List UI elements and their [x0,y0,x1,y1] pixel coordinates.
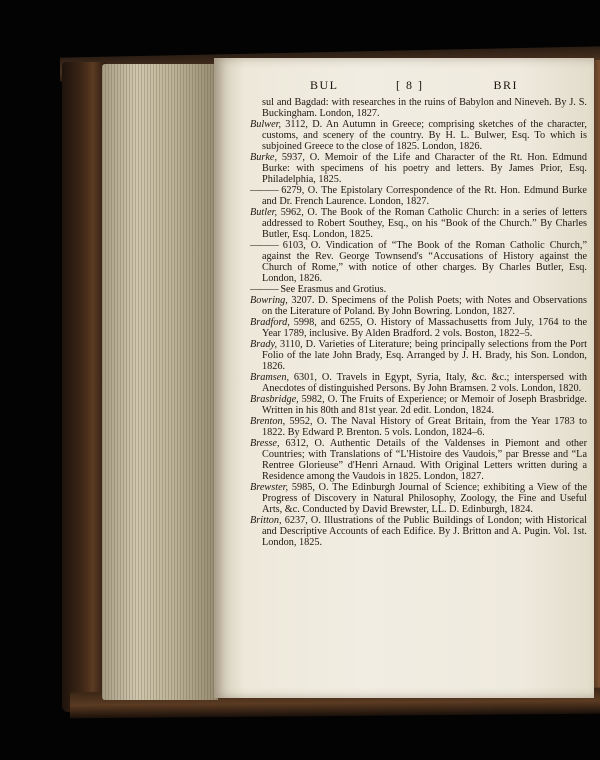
entry-text: 6279, O. The Epistolary Correspondence of the Rt. Hon. Edmund Burke and Dr. French Laurence. London, 1827. [262,185,587,207]
entry-text: 5962, O. The Book of the Roman Catholic Church: in a series of letters addressed to Robert Southey, Esq., on his “Book of the Church.” By Charles Butler, Esq. London, 1825. [262,207,587,240]
entry-author: ——— [250,284,278,295]
running-header [310,78,518,96]
entry-author: Bradford, [250,317,290,328]
book-cover-left [62,62,106,712]
catalog-entry [250,185,587,207]
entry-text: 5937, O. Memoir of the Life and Character of the Rt. Hon. Edmund Burke: with specimens of his poetry and letters. By James Prior, Esq. Philadelphia, 1825. [262,152,587,185]
entry-text: 3110, D. Varieties of Literature; being principally selections from the Port Folio of the late John Brady, Esq. Arranged by J. H. Brady, his Son. London, 1826. [262,339,587,372]
entry-author: Burke, [250,152,278,163]
catalog-entry [250,119,587,152]
entry-continuation: sul and Bagdad: with researches in the ruins of Babylon and Nineveh. By J. S. Buckingham. London, 1827. [262,97,587,119]
entry-author: Britton, [250,515,282,526]
entry-text: 5982, O. The Fruits of Experience; or Memoir of Joseph Brasbridge. Written in his 80th and 81st year. 2d edit. London, 1824. [262,394,587,416]
entry-author: Bowring, [250,295,288,306]
entry-text: 6301, O. Travels in Egypt, Syria, Italy, &c. &c.; interspersed with Anecdotes of distinguished Persons. By John Bramsen. 2 vols. London, 1820. [262,372,587,394]
entry-author: ——— [250,185,278,196]
catalog-entry [250,339,587,372]
catalog-entry [250,515,587,548]
catalog-entry [250,207,587,240]
entry-text: 6237, O. Illustrations of the Public Buildings of London; with Historical and Descriptive Accounts of each Edifice. By J. Britton and A. Pugin. Vol. 1st. London, 1825. [262,515,587,548]
entry-text: See Erasmus and Grotius. [277,284,387,295]
entry-author: Butler, [250,207,278,218]
catalog-entry [250,416,587,438]
entry-text: 6103, O. Vindication of “The Book of the Roman Catholic Church,” against the Rev. George Townsend's “Accusations of History against the Church of Rome,” with notice of other charges. By Charles Butler, Esq. London, 1826. [262,240,587,284]
entry-author: Brenton, [250,416,286,427]
page-edges [102,64,218,700]
catalog-entry [250,438,587,482]
entry-author: Bulwer, [250,119,282,130]
entry-author: ——— [250,240,278,251]
book-page [214,58,594,698]
catalog-entry [250,394,587,416]
header-right: BRI [493,78,518,92]
catalog-entry [250,317,587,339]
catalog-entry [250,284,587,295]
header-left: BUL [310,78,339,92]
entry-text: 5985, O. The Edinburgh Journal of Science; exhibiting a View of the Progress of Discovery in Natural Philosophy, Zoology, the Fine and Useful Arts, &c. Conducted by David Brewster, LL. D. Edinburgh, 1824. [262,482,587,515]
catalog-entry [250,295,587,317]
entry-author: Bramsen, [250,372,290,383]
entry-author: Brasbridge, [250,394,299,405]
page-number: [ 8 ] [396,78,424,92]
catalog-entry [250,372,587,394]
entry-text: 3207. D. Specimens of the Polish Poets; with Notes and Observations on the Literature of Poland. By John Bowring. London, 1827. [262,295,587,317]
entry-author: Brewster, [250,482,289,493]
entry-text: 5952, O. The Naval History of Great Britain, from the Year 1783 to 1822. By Edward P. Brenton. 5 vols. London, 1824–6. [262,416,587,438]
entry-text: 6312, O. Authentic Details of the Valdenses in Piemont and other Countries; with Translations of “L'Histoire des Vaudois,” par Bresse and “La Rentree Glorieuse” d'Henri Arnaud. With Original Letters written during a Residence among the Vaudois in 1825. London, 1827. [262,438,587,482]
catalog-entries [250,97,587,548]
entry-text: 5998, and 6255, O. History of Massachusetts from July, 1764 to the Year 1789, inclusive. By Alden Bradford. 2 vols. Boston, 1822–5. [262,317,587,339]
entry-text: 3112, D. An Autumn in Greece; comprising sketches of the character, customs, and scenery of the country. By H. L. Bulwer, Esq. To which is subjoined Greece to the close of 1825. London, 1826. [262,119,587,152]
catalog-entry [250,152,587,185]
entry-author: Brady, [250,339,278,350]
catalog-entry [250,482,587,515]
catalog-entry [250,240,587,284]
entry-author: Bresse, [250,438,280,449]
